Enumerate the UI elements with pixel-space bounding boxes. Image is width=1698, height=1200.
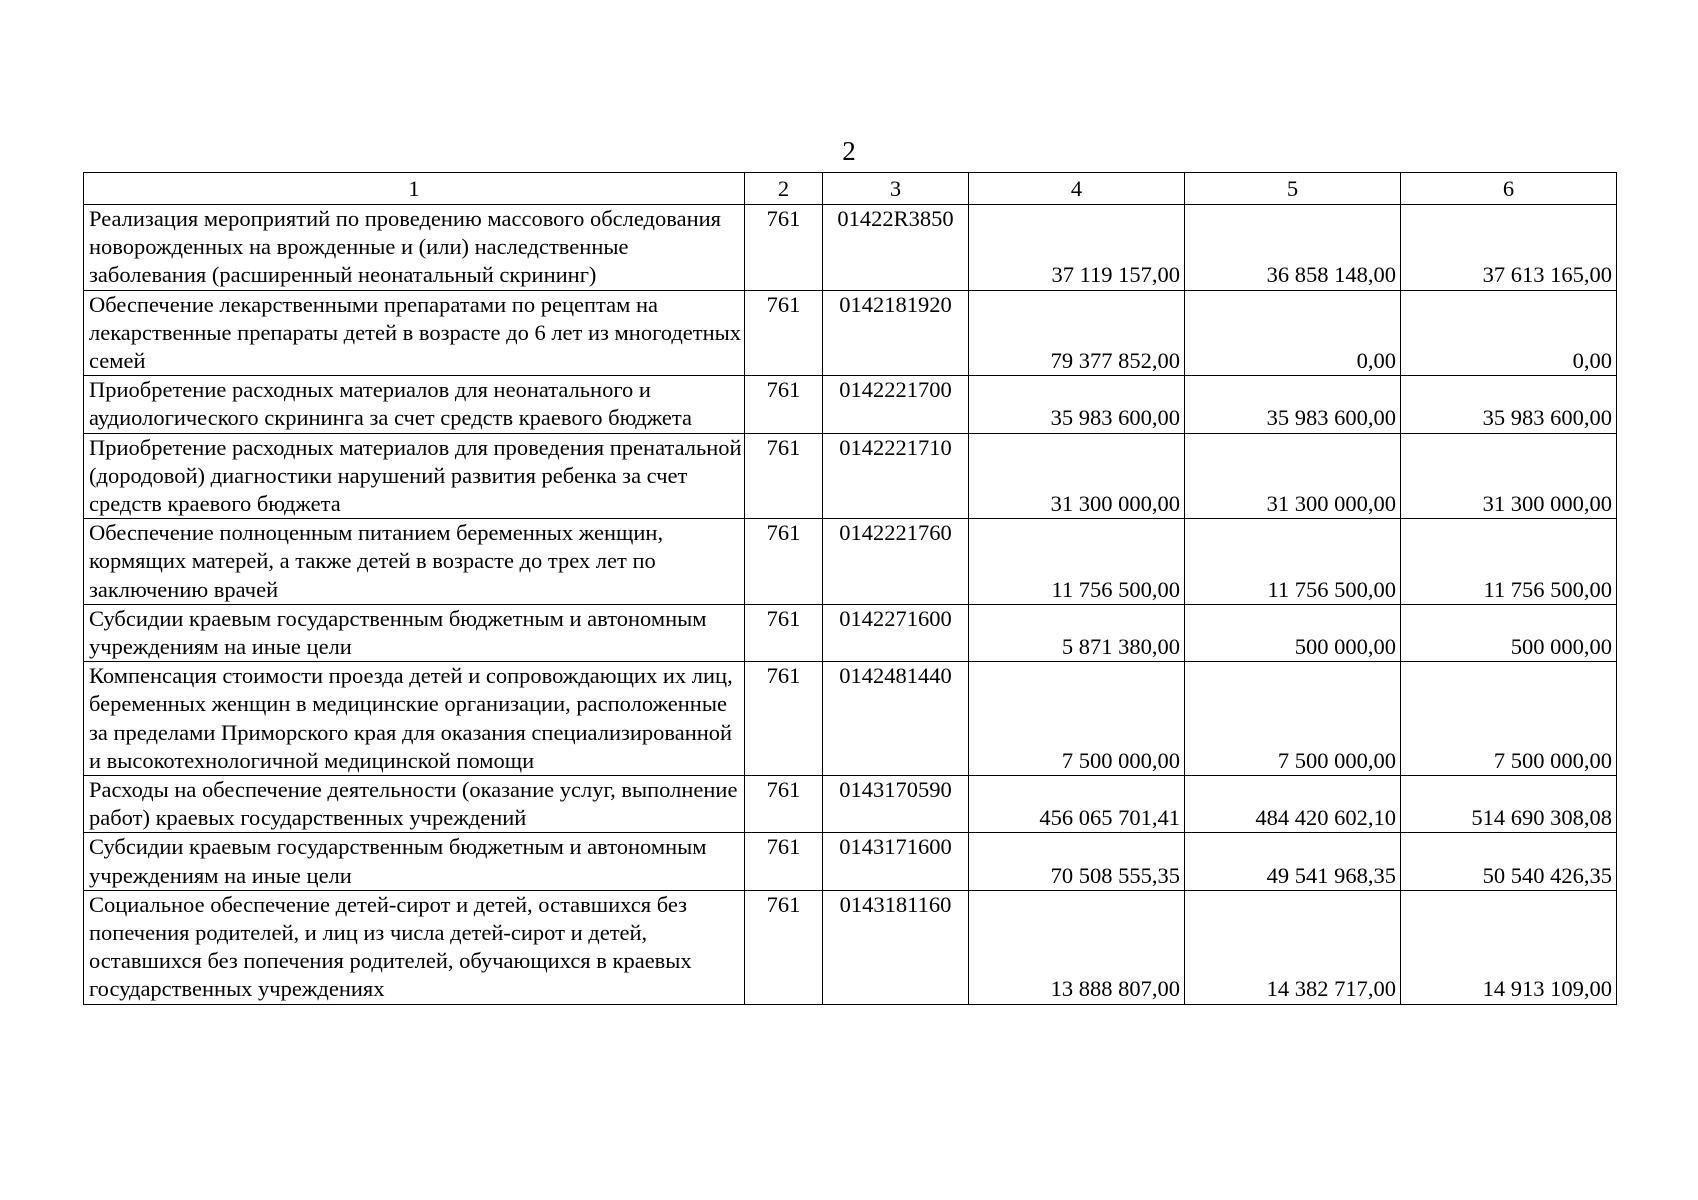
target-code: 0142271600	[823, 604, 969, 661]
amount-year-2: 49 541 968,35	[1185, 833, 1401, 890]
table-row	[84, 776, 1617, 833]
amount-year-3: 11 756 500,00	[1401, 519, 1617, 605]
target-code: 0143171600	[823, 833, 969, 890]
target-code: 0142181920	[823, 290, 969, 376]
amount-year-3: 31 300 000,00	[1401, 433, 1617, 519]
expense-name: Приобретение расходных материалов для неонатального и аудиологического скрининга за счет средств краевого бюджета	[84, 376, 745, 433]
ministry-code: 761	[745, 776, 823, 833]
amount-year-3: 35 983 600,00	[1401, 376, 1617, 433]
amount-year-3: 37 613 165,00	[1401, 205, 1617, 291]
amount-year-2: 14 382 717,00	[1185, 890, 1401, 1004]
table-row	[84, 433, 1617, 519]
amount-year-2: 35 983 600,00	[1185, 376, 1401, 433]
table-row	[84, 205, 1617, 291]
page-number: 2	[842, 136, 856, 166]
table-row	[84, 290, 1617, 376]
column-header-6: 6	[1401, 173, 1617, 205]
table-row	[84, 519, 1617, 605]
target-code: 0142221710	[823, 433, 969, 519]
target-code: 0142481440	[823, 662, 969, 776]
expense-name: Расходы на обеспечение деятельности (оказание услуг, выполнение работ) краевых государственных учреждений	[84, 776, 745, 833]
amount-year-1: 11 756 500,00	[969, 519, 1185, 605]
target-code: 0142221700	[823, 376, 969, 433]
expense-name: Приобретение расходных материалов для проведения пренатальной (дородовой) диагностики нарушений развития ребенка за счет средств краевого бюджета	[84, 433, 745, 519]
expense-name: Субсидии краевым государственным бюджетным и автономным учреждениям на иные цели	[84, 833, 745, 890]
amount-year-3: 7 500 000,00	[1401, 662, 1617, 776]
table-row	[84, 890, 1617, 1004]
expense-name: Компенсация стоимости проезда детей и сопровождающих их лиц, беременных женщин в медицинские организации, расположенные за пределами Приморского края для оказания специализированной и высокотехнологичной медицинской помощи	[84, 662, 745, 776]
expense-name: Социальное обеспечение детей-сирот и детей, оставшихся без попечения родителей, и лиц из числа детей-сирот и детей, оставшихся без попечения родителей, обучающихся в краевых государственных учреждениях	[84, 890, 745, 1004]
amount-year-1: 7 500 000,00	[969, 662, 1185, 776]
expense-name: Обеспечение лекарственными препаратами по рецептам на лекарственные препараты детей в возрасте до 6 лет из многодетных семей	[84, 290, 745, 376]
amount-year-1: 31 300 000,00	[969, 433, 1185, 519]
amount-year-2: 11 756 500,00	[1185, 519, 1401, 605]
column-header-4: 4	[969, 173, 1185, 205]
ministry-code: 761	[745, 662, 823, 776]
target-code: 01422R3850	[823, 205, 969, 291]
amount-year-2: 31 300 000,00	[1185, 433, 1401, 519]
target-code: 0143170590	[823, 776, 969, 833]
amount-year-3: 50 540 426,35	[1401, 833, 1617, 890]
amount-year-1: 456 065 701,41	[969, 776, 1185, 833]
amount-year-1: 13 888 807,00	[969, 890, 1185, 1004]
ministry-code: 761	[745, 890, 823, 1004]
budget-table	[83, 172, 1617, 1005]
amount-year-2: 484 420 602,10	[1185, 776, 1401, 833]
table-row	[84, 604, 1617, 661]
ministry-code: 761	[745, 205, 823, 291]
ministry-code: 761	[745, 604, 823, 661]
column-header-3: 3	[823, 173, 969, 205]
table-row	[84, 376, 1617, 433]
column-header-1: 1	[84, 173, 745, 205]
amount-year-2: 7 500 000,00	[1185, 662, 1401, 776]
ministry-code: 761	[745, 433, 823, 519]
ministry-code: 761	[745, 833, 823, 890]
ministry-code: 761	[745, 519, 823, 605]
expense-name: Обеспечение полноценным питанием беременных женщин, кормящих матерей, а также детей в возрасте до трех лет по заключению врачей	[84, 519, 745, 605]
target-code: 0143181160	[823, 890, 969, 1004]
ministry-code: 761	[745, 290, 823, 376]
expense-name: Субсидии краевым государственным бюджетным и автономным учреждениям на иные цели	[84, 604, 745, 661]
column-header-5: 5	[1185, 173, 1401, 205]
amount-year-3: 14 913 109,00	[1401, 890, 1617, 1004]
amount-year-3: 500 000,00	[1401, 604, 1617, 661]
amount-year-3: 514 690 308,08	[1401, 776, 1617, 833]
column-header-2: 2	[745, 173, 823, 205]
amount-year-1: 37 119 157,00	[969, 205, 1185, 291]
amount-year-2: 500 000,00	[1185, 604, 1401, 661]
amount-year-2: 0,00	[1185, 290, 1401, 376]
amount-year-2: 36 858 148,00	[1185, 205, 1401, 291]
amount-year-3: 0,00	[1401, 290, 1617, 376]
ministry-code: 761	[745, 376, 823, 433]
table-row	[84, 662, 1617, 776]
amount-year-1: 35 983 600,00	[969, 376, 1185, 433]
header-row	[84, 173, 1617, 205]
table-row	[84, 833, 1617, 890]
amount-year-1: 79 377 852,00	[969, 290, 1185, 376]
amount-year-1: 5 871 380,00	[969, 604, 1185, 661]
expense-name: Реализация мероприятий по проведению массового обследования новорожденных на врожденные и (или) наследственные заболевания (расширенный неонатальный скрининг)	[84, 205, 745, 291]
target-code: 0142221760	[823, 519, 969, 605]
amount-year-1: 70 508 555,35	[969, 833, 1185, 890]
